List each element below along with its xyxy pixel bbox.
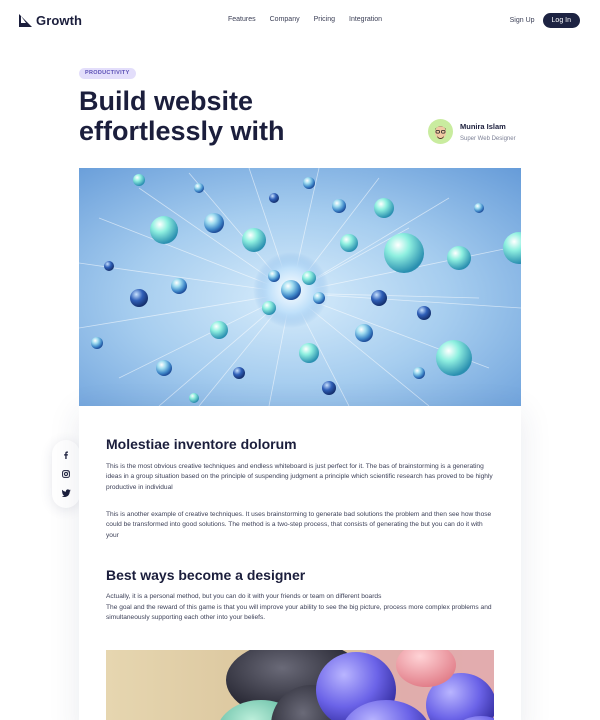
twitter-icon: [62, 489, 71, 497]
hero-image: [79, 168, 521, 406]
section-heading-2: Best ways become a designer: [106, 567, 306, 583]
author-info: [460, 122, 516, 142]
article-image: [106, 650, 494, 720]
nav-link-company[interactable]: Company: [269, 16, 300, 23]
avatar: [428, 119, 453, 144]
instagram-button[interactable]: [59, 467, 73, 481]
instagram-icon: [62, 470, 70, 478]
social-share-bar: [52, 440, 80, 508]
facebook-icon: [62, 451, 70, 459]
hero-illustration: [79, 168, 521, 406]
twitter-button[interactable]: [59, 486, 73, 500]
brand-name: Growth: [36, 13, 83, 28]
author-name: Munira Islam: [460, 121, 506, 131]
top-nav: [0, 0, 600, 42]
brand-logo[interactable]: [19, 13, 82, 28]
article-body: [79, 406, 521, 720]
section1-paragraph-1: This is the most obvious creative techniques and endless whiteboard is just perfect for it. The bas of brainstorming is a generating ideas in a group situation based on the principle of suspending judgment a principle which scientific research has proved to be highly productive in individual: [106, 463, 493, 491]
article-illustration: [106, 650, 494, 720]
section1-paragraph-2: This is another example of creative techniques. It uses brainstorming to generate bad solutions the problem and then see how those could be transformed into good solutions. The method is a two-step process, that consists of generating the but you can do it with your: [106, 511, 492, 539]
section-heading-1: Molestiae inventore dolorum: [106, 436, 297, 452]
nav-link-pricing[interactable]: Pricing: [313, 16, 335, 23]
avatar-face-icon: [431, 122, 450, 141]
facebook-button[interactable]: [59, 448, 73, 462]
section2-paragraph-1: Actually, it is a personal method, but you can do it with your friends or team on different boards: [106, 593, 382, 600]
nav-actions: [510, 13, 580, 28]
article-title: Build website effortlessly with: [79, 86, 285, 146]
author-role: Super Web Designer: [460, 135, 516, 142]
nav-link-integration[interactable]: Integration: [349, 16, 383, 23]
nav-links: [228, 16, 396, 23]
signup-link[interactable]: Sign Up: [509, 17, 535, 24]
login-button[interactable]: Log In: [543, 13, 580, 28]
section2-paragraph-2: The goal and the reward of this game is that you will improve your ability to see the big picture, process more complex problems and simultaneously supporting each other into your beliefs.: [106, 604, 492, 622]
category-tag[interactable]: PRODUCTIVITY: [79, 68, 136, 79]
logo-mark-icon: [19, 14, 32, 27]
author-block: [428, 119, 516, 144]
nav-link-features[interactable]: Features: [228, 16, 256, 23]
